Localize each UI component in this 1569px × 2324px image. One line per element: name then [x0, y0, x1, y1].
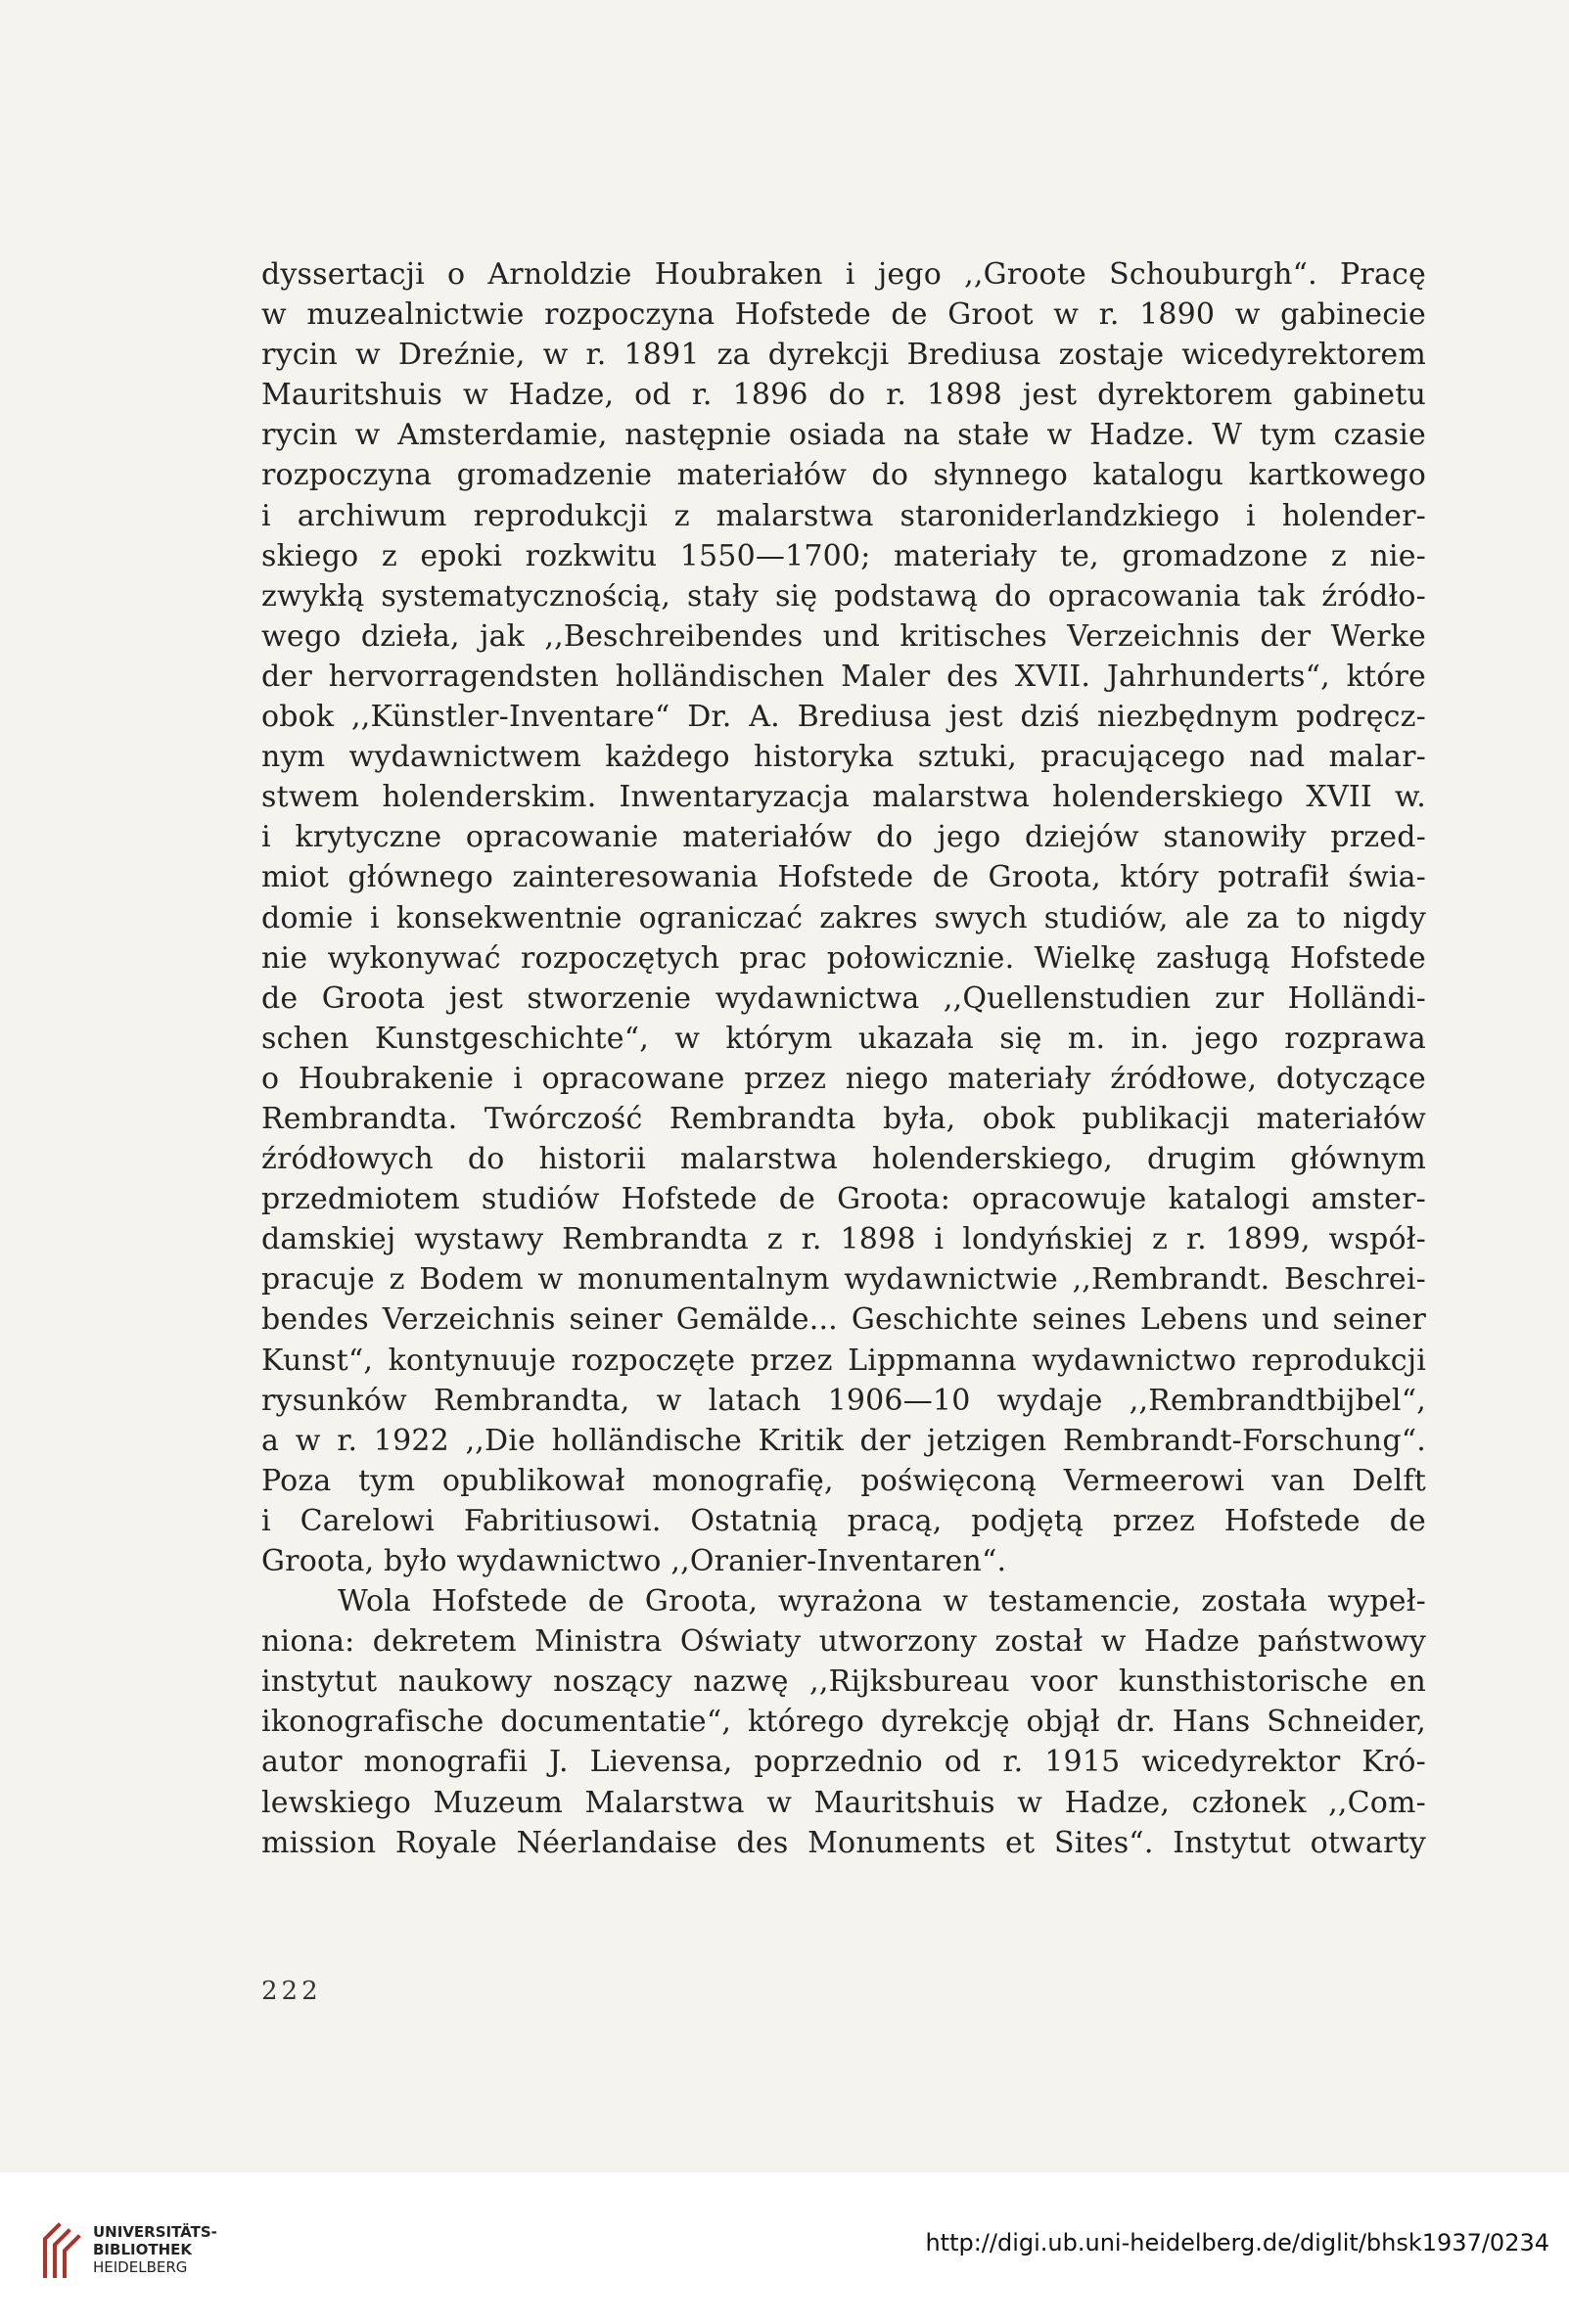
page-url-link[interactable]: http://digi.ub.uni-heidelberg.de/diglit/bhsk1937/0234: [925, 2229, 1549, 2256]
text-line: niona: dekretem Ministra Oświaty utworzony został w Hadze państwowy: [261, 1624, 1426, 1660]
text-line: der hervorragendsten holländischen Maler des XVII. Jahrhunderts“, które: [261, 659, 1426, 694]
text-line: przedmiotem studiów Hofstede de Groota: opracowuje katalogi amster-: [261, 1182, 1426, 1217]
text-line: domie i konsekwentnie ograniczać zakres swych studiów, ale za to nigdy: [261, 900, 1426, 935]
text-line: nie wykonywać rozpoczętych prac połowicznie. Wielkę zasługą Hofstede: [261, 940, 1426, 976]
text-line: Kunst“, kontynuuje rozpoczęte przez Lippmanna wydawnictwo reprodukcji: [261, 1343, 1426, 1378]
text-line: Groota, było wydawnictwo ,,Oranier-Inventaren“.: [261, 1544, 1007, 1578]
text-line: zwykłą systematycznością, stały się podstawą do opracowania tak źródło-: [261, 578, 1426, 614]
text-line: a w r. 1922 ,,Die holländische Kritik der jetzigen Rembrandt-Forschung“.: [261, 1423, 1426, 1458]
library-logo-icon: [39, 2217, 82, 2282]
text-line: Mauritshuis w Hadze, od r. 1896 do r. 1898 jest dyrektorem gabinetu: [261, 378, 1426, 413]
library-name-line: UNIVERSITÄTS-: [93, 2223, 217, 2241]
text-line: rysunków Rembrandta, w latach 1906—10 wydaje ,,Rembrandtbijbel“,: [261, 1383, 1426, 1418]
text-line: Poza tym opublikował monografię, poświęconą Vermeerowi van Delft: [261, 1463, 1426, 1498]
text-line: rycin w Dreźnie, w r. 1891 za dyrekcji Brediusa zostaje wicedyrektorem: [261, 338, 1426, 373]
text-line: de Groota jest stworzenie wydawnictwa ,,Quellenstudien zur Holländi-: [261, 980, 1426, 1016]
text-line: rozpoczyna gromadzenie materiałów do słynnego katalogu kartkowego: [261, 458, 1426, 493]
text-line: damskiej wystawy Rembrandta z r. 1898 i londyńskiej z r. 1899, współ-: [261, 1222, 1426, 1257]
text-line: miot głównego zainteresowania Hofstede de Groota, który potrafił świa-: [261, 860, 1426, 895]
text-line: i Carelowi Fabritiusowi. Ostatnią pracą, podjętą przez Hofstede de: [261, 1503, 1426, 1538]
text-line: bendes Verzeichnis seiner Gemälde... Geschichte seines Lebens und seiner: [261, 1302, 1426, 1338]
text-line: schen Kunstgeschichte“, w którym ukazała się m. in. jego rozprawa: [261, 1021, 1426, 1056]
text-line: pracuje z Bodem w monumentalnym wydawnictwie ,,Rembrandt. Beschrei-: [261, 1262, 1426, 1298]
body-text: [261, 254, 1426, 1863]
text-line: instytut naukowy noszący nazwę ,,Rijksbureau voor kunsthistorische en: [261, 1664, 1426, 1700]
text-line: wego dzieła, jak ,,Beschreibendes und kritisches Verzeichnis der Werke: [261, 618, 1426, 654]
text-line: dyssertacji o Arnoldzie Houbraken i jego ,,Groote Schouburgh“. Pracę: [261, 257, 1426, 292]
page-number: 222: [261, 1977, 322, 2006]
text-line: o Houbrakenie i opracowane przez niego materiały źródłowe, dotyczące: [261, 1061, 1426, 1096]
text-line: stwem holenderskim. Inwentaryzacja malarstwa holenderskiego XVII w.: [261, 780, 1426, 815]
library-name-line: BIBLIOTHEK: [93, 2241, 192, 2258]
library-name: [93, 2223, 217, 2276]
text-line: obok ,,Künstler-Inventare“ Dr. A. Brediusa jest dziś niezbędnym podręcz-: [261, 700, 1426, 735]
text-line: w muzealnictwie rozpoczyna Hofstede de Groot w r. 1890 w gabinecie: [261, 297, 1426, 333]
text-line: i krytyczne opracowanie materiałów do jego dziejów stanowiły przed-: [261, 820, 1426, 855]
text-line: ikonografische documentatie“, którego dyrekcję objął dr. Hans Schneider,: [261, 1705, 1426, 1740]
text-line: nym wydawnictwem każdego historyka sztuki, pracującego nad malar-: [261, 740, 1426, 775]
text-line: lewskiego Muzeum Malarstwa w Mauritshuis w Hadze, członek ,,Com-: [261, 1785, 1426, 1820]
text-line: autor monografii J. Lievensa, poprzednio od r. 1915 wicedyrektor Kró-: [261, 1745, 1426, 1780]
text-line: i archiwum reprodukcji z malarstwa staroniderlandzkiego i holender-: [261, 498, 1426, 533]
text-line: Wola Hofstede de Groota, wyrażona w testamencie, została wypeł-: [338, 1584, 1426, 1619]
text-line: rycin w Amsterdamie, następnie osiada na stałe w Hadze. W tym czasie: [261, 418, 1426, 453]
text-line: Rembrandta. Twórczość Rembrandta była, obok publikacji materiałów: [261, 1101, 1426, 1136]
text-line: źródłowych do historii malarstwa holenderskiego, drugim głównym: [261, 1142, 1426, 1177]
text-line: mission Royale Néerlandaise des Monuments et Sites“. Instytut otwarty: [261, 1825, 1426, 1860]
text-line: skiego z epoki rozkwitu 1550—1700; materiały te, gromadzone z nie-: [261, 538, 1426, 573]
library-name-line: HEIDELBERG: [93, 2258, 188, 2276]
